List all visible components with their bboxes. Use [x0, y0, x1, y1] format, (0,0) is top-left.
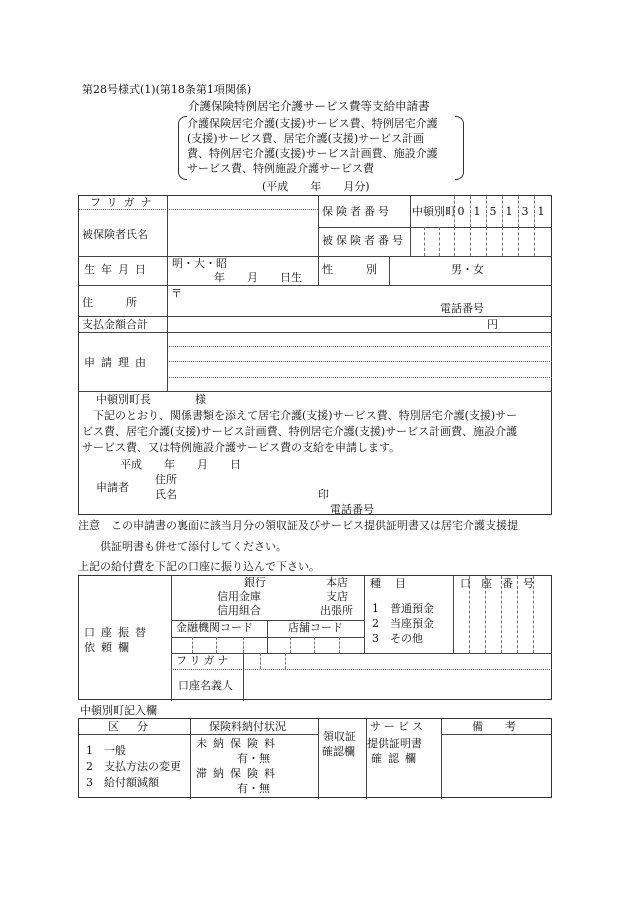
category-item: 2 支払方法の変更 — [86, 760, 181, 773]
amount-unit: 円 — [487, 318, 498, 331]
holder-label: 口座名義人 — [178, 679, 233, 692]
subtitle-line: (支援)サービス費、居宅介護(支援)サービス計画 — [187, 132, 425, 145]
furigana-label: フリガナ — [90, 196, 158, 209]
inst-code-label: 金融機関コード — [176, 621, 253, 634]
receipt-label: 領収証 — [323, 730, 356, 743]
sex-options: 男・女 — [451, 263, 484, 276]
request-date: 平成 年 月 日 — [120, 458, 241, 471]
note-line: 供証明書も併せて添付してください。 — [100, 540, 287, 553]
phone-label: 電話番号 — [440, 302, 484, 315]
insurer-digit: 5 — [489, 205, 497, 218]
applicant-name-label: 氏名 — [155, 488, 177, 501]
subtitle-line: サービス費、特例施設介護サービス費 — [187, 162, 374, 175]
branch-type: 支店 — [326, 590, 348, 603]
addressee: 中頓別町長 様 — [96, 393, 206, 406]
reason-label: 申請理由 — [84, 356, 152, 369]
subtitle-line: 費、特例居宅介護(支援)サービス計画費、施設介護 — [187, 147, 438, 160]
dob-label: 生年月日 — [84, 263, 152, 276]
deposit-type: 3 その他 — [372, 632, 423, 645]
account-type-label: 種目 — [370, 577, 420, 590]
bank-intro: 上記の給付費を下記の口座に振り込んで下さい。 — [78, 560, 320, 573]
request-body: サービス費、又は特例施設介護サービス費の支給を申請します。 — [82, 441, 401, 454]
era-options: 明・大・昭 — [172, 257, 227, 270]
insurer-digit: 0 — [457, 205, 465, 218]
arrears-label: 滞納保険料 — [196, 767, 281, 780]
service-confirm-label: 確認欄 — [371, 752, 422, 765]
account-no-label: 口座番号 — [460, 577, 544, 590]
insurer-digit: 1 — [537, 205, 545, 218]
office-label: 中頓別町記入欄 — [80, 704, 157, 717]
service-cert-label: 提供証明書 — [367, 737, 422, 750]
branch-type: 本店 — [326, 576, 348, 589]
subtitle-line: 介護保険居宅介護(支援)サービス費、特例居宅介護 — [187, 117, 438, 130]
deposit-type: 1 普通預金 — [372, 602, 434, 615]
form-title: 介護保険特例居宅介護サービス費等支給申請書 — [188, 99, 430, 113]
insurer-digit: 1 — [473, 205, 481, 218]
insurer-no-label: 保険者番号 — [322, 205, 392, 218]
applicant-label: 申請者 — [96, 481, 129, 494]
dob-units: 年 月 日生 — [214, 271, 302, 284]
premium-label: 保険料納付状況 — [209, 720, 286, 733]
note-line: 注意 この申請書の裏面に該当月分の領収証及びサービス提供証明書又は居宅介護支援提 — [78, 519, 518, 532]
inst-type: 信用組合 — [217, 604, 261, 617]
form-id: 第28号様式(1)(第18条第1項関係) — [82, 83, 252, 96]
right-bracket — [455, 116, 464, 180]
sex-label: 性 別 — [322, 263, 377, 276]
unpaid-yes-no: 有・無 — [237, 752, 270, 765]
postal-mark: 〒 — [171, 287, 182, 300]
left-bracket — [178, 116, 187, 180]
arrears-yes-no: 有・無 — [237, 782, 270, 795]
address-label: 住 所 — [82, 296, 137, 309]
service-label: サービス — [370, 720, 426, 733]
bank-label-2: 依頼欄 — [84, 641, 135, 654]
insurer-name: 中頓別町 — [412, 205, 456, 218]
request-body: 下記のとおり、関係書類を添えて居宅介護(支援)サービス費、特別居宅介護(支援)サー — [82, 409, 518, 422]
applicant-address-label: 住所 — [155, 473, 177, 486]
applicant-phone-label: 電話番号 — [330, 503, 374, 516]
receipt-confirm-label: 確認欄 — [322, 745, 355, 758]
branch-code-label: 店舗コード — [288, 621, 343, 634]
category-item: 1 一般 — [86, 744, 126, 757]
inst-type: 信用金庫 — [217, 590, 261, 603]
unpaid-label: 未納保険料 — [196, 737, 281, 750]
inst-type: 銀行 — [244, 576, 266, 589]
bank-label-1: 口座振替 — [84, 626, 152, 639]
insurer-digit: 3 — [521, 205, 529, 218]
deposit-type: 2 当座預金 — [372, 617, 434, 630]
branch-type: 出張所 — [320, 604, 353, 617]
category-item: 3 給付額減額 — [86, 776, 159, 789]
category-label: 区分 — [108, 720, 166, 733]
seal-mark: 印 — [318, 488, 329, 501]
remarks-label: 備考 — [472, 720, 538, 733]
insurer-digit: 1 — [505, 205, 513, 218]
insured-name-label: 被保険者氏名 — [82, 228, 148, 241]
holder-furigana-label: フリガナ — [176, 654, 232, 667]
amount-label: 支払金額合計 — [82, 318, 148, 331]
request-body: ビス費、居宅介護(支援)サービス計画費、特例居宅介護(支援)サービス計画費、施設介護 — [82, 425, 518, 438]
claim-period: (平成 年 月分) — [262, 180, 370, 193]
insured-no-label: 被保険者番号 — [322, 234, 406, 247]
